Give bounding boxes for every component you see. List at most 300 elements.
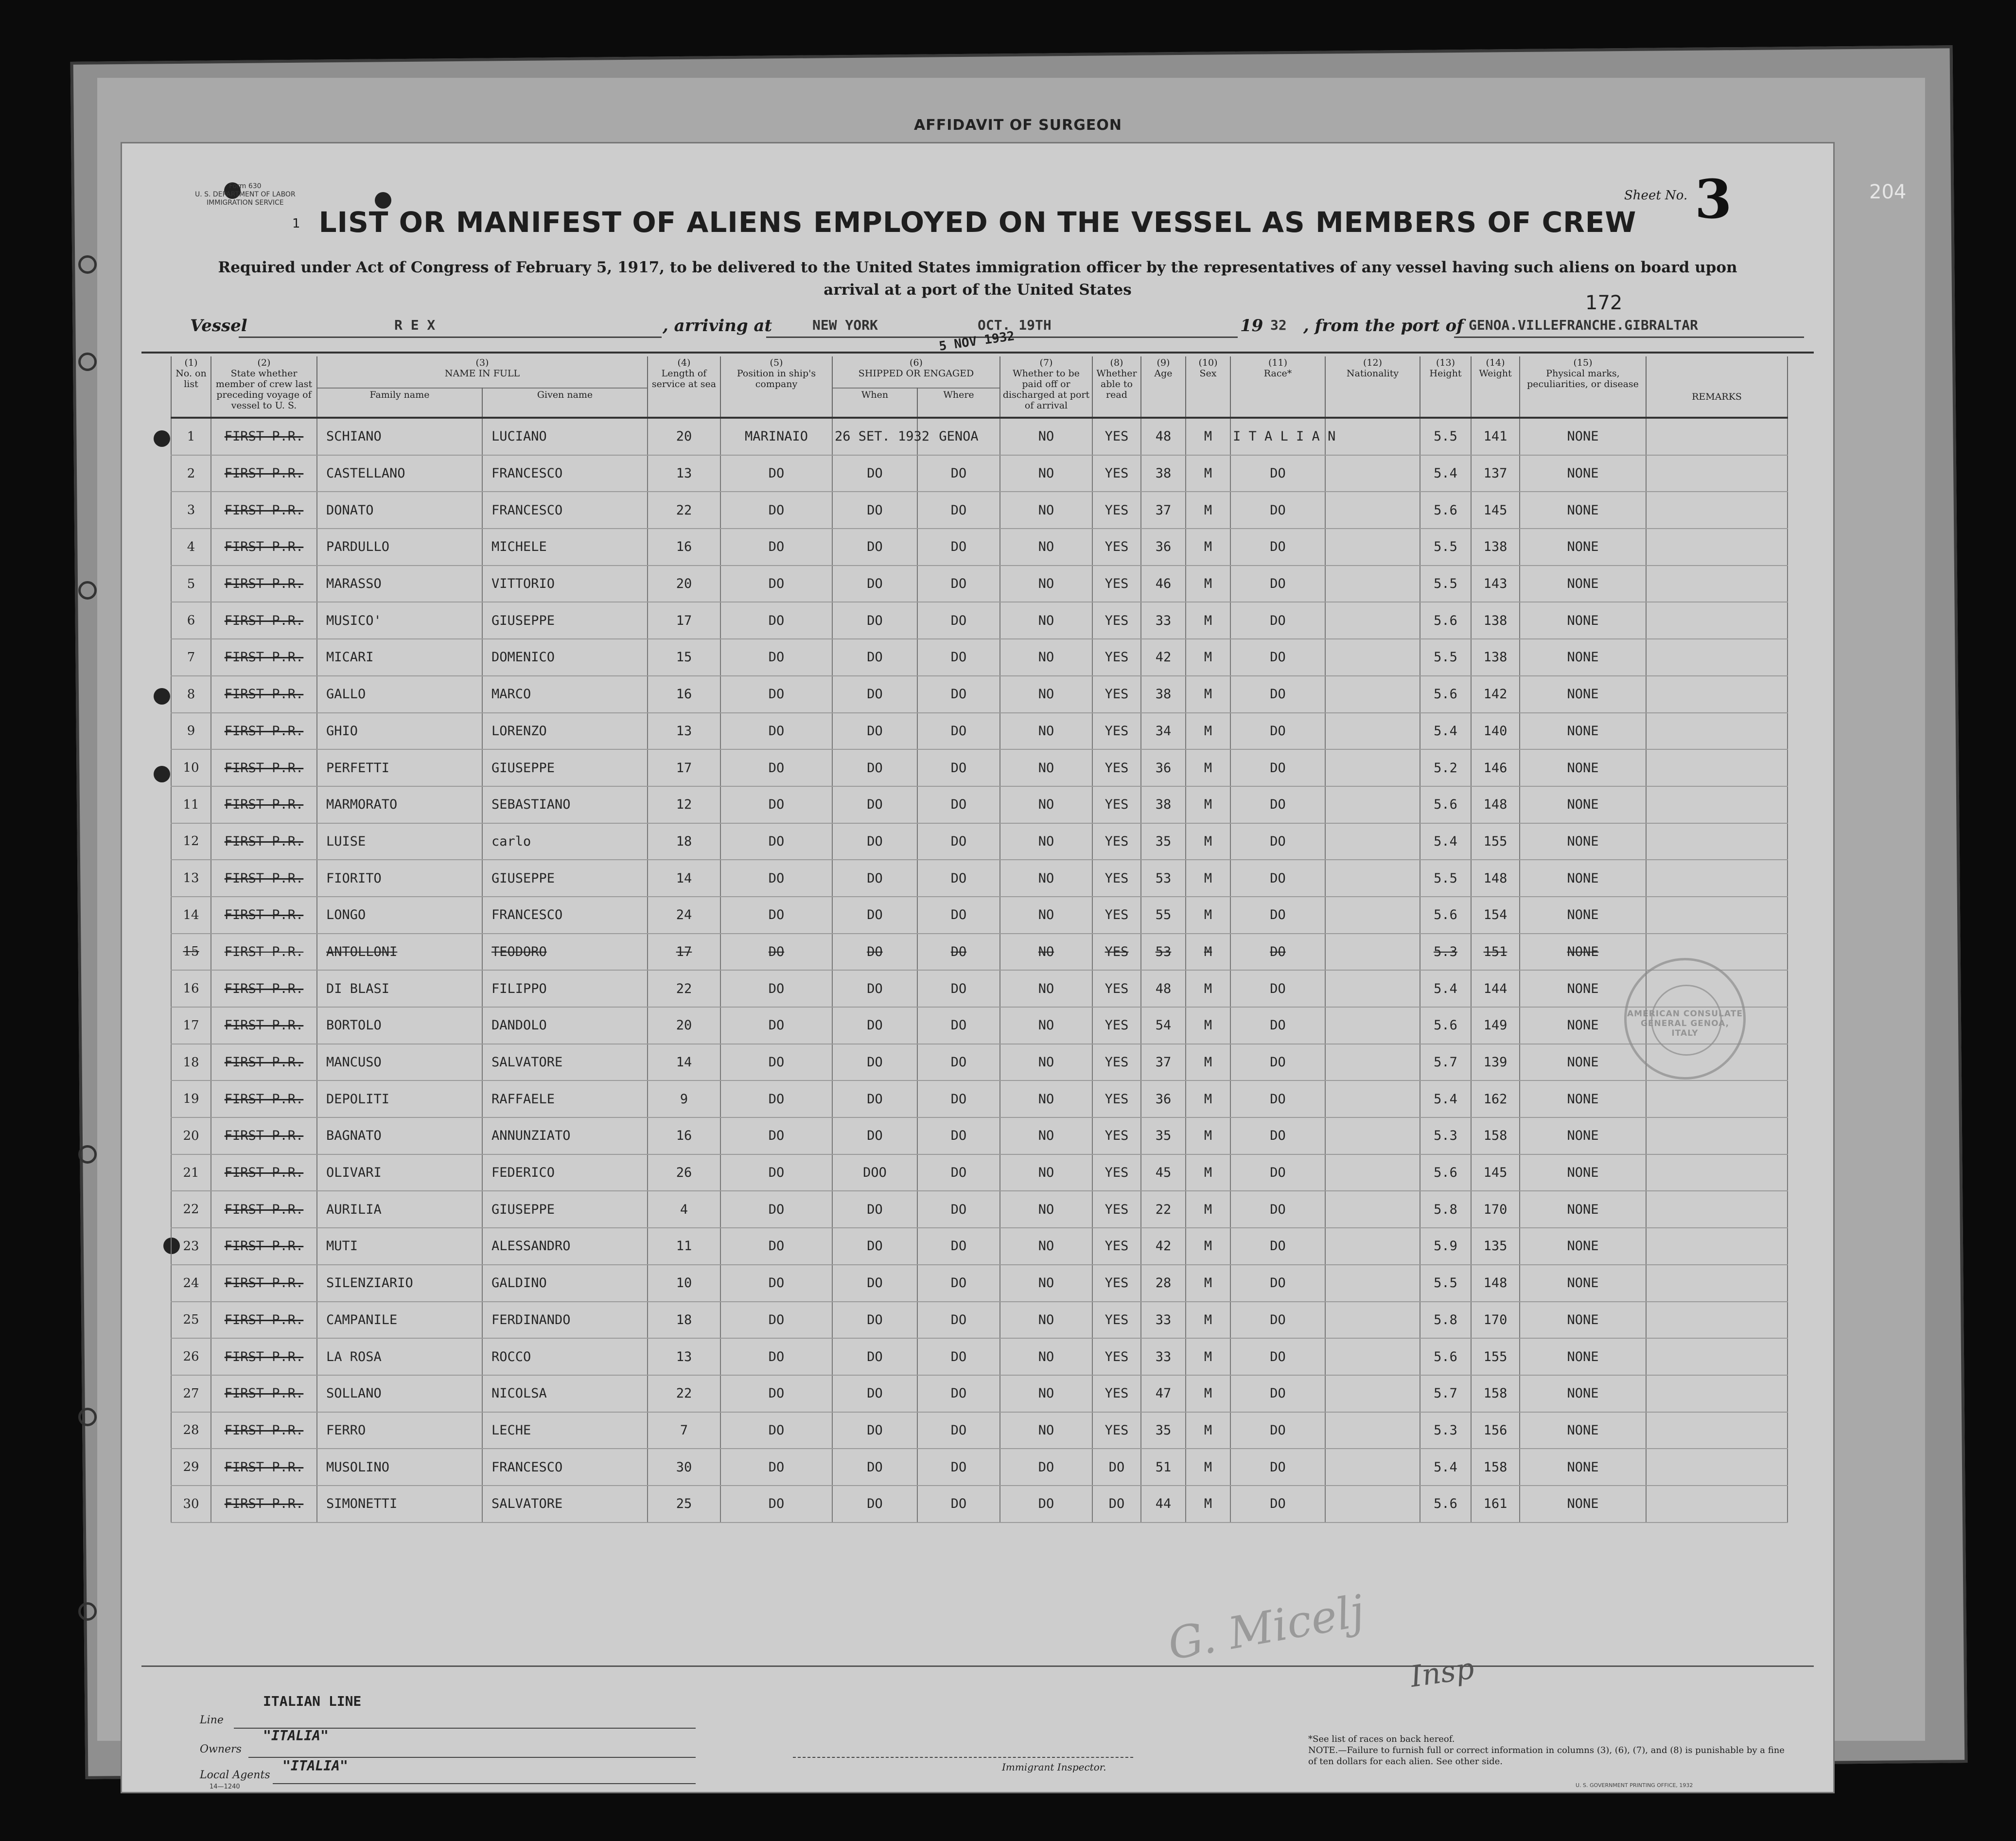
cell-nationality bbox=[1325, 1044, 1420, 1081]
cell-weight: 155 bbox=[1471, 1338, 1520, 1375]
cell-family: SIMONETTI bbox=[317, 1486, 482, 1522]
cell-race: DO bbox=[1230, 566, 1325, 602]
table-row bbox=[171, 639, 1788, 676]
cell-no: 8 bbox=[171, 676, 211, 713]
col-height-header: (13) Height bbox=[1420, 356, 1471, 418]
cell-where: GENOA bbox=[917, 418, 1000, 455]
cell-when: DO bbox=[832, 676, 917, 713]
cell-race: DO bbox=[1230, 1044, 1325, 1081]
agents-underline bbox=[273, 1783, 696, 1784]
cell-given: GIUSEPPE bbox=[482, 1191, 648, 1228]
cell-given: ROCCO bbox=[482, 1338, 648, 1375]
cell-race: DO bbox=[1230, 676, 1325, 713]
cell-weight: 143 bbox=[1471, 566, 1520, 602]
table-row bbox=[171, 1228, 1788, 1265]
cell-family: MARASSO bbox=[317, 566, 482, 602]
cell-when: DO bbox=[832, 1117, 917, 1154]
cell-age: 38 bbox=[1141, 676, 1186, 713]
cell-race: DO bbox=[1230, 639, 1325, 676]
cell-position: DO bbox=[720, 1486, 832, 1522]
cell-position: DO bbox=[720, 1117, 832, 1154]
cell-given: LUCIANO bbox=[482, 418, 648, 455]
inspector-signature: G. Micelj bbox=[1164, 1585, 1368, 1670]
cell-prev: FIRST P.R. bbox=[211, 1486, 317, 1522]
cell-no: 15 bbox=[171, 934, 211, 971]
cell-remarks bbox=[1646, 602, 1788, 639]
cell-race: DO bbox=[1230, 1449, 1325, 1486]
cell-paid: NO bbox=[1000, 970, 1092, 1007]
binder-ring bbox=[78, 581, 97, 600]
table-row bbox=[171, 602, 1788, 639]
vessel-value: R E X bbox=[394, 317, 436, 333]
cell-when: DO bbox=[832, 455, 917, 492]
cell-age: 28 bbox=[1141, 1265, 1186, 1302]
cell-where: DO bbox=[917, 749, 1000, 786]
header-rule bbox=[141, 352, 1814, 354]
cell-paid: NO bbox=[1000, 1117, 1092, 1154]
cell-family: FERRO bbox=[317, 1412, 482, 1449]
cell-position: DO bbox=[720, 1154, 832, 1191]
cell-remarks bbox=[1646, 1412, 1788, 1449]
cell-race: DO bbox=[1230, 1338, 1325, 1375]
cell-when: DO bbox=[832, 1080, 917, 1117]
table-row bbox=[171, 786, 1788, 823]
sheet-number: 3 bbox=[1695, 168, 1732, 230]
cell-paid: NO bbox=[1000, 1265, 1092, 1302]
cell-read: YES bbox=[1092, 639, 1141, 676]
cell-position: DO bbox=[720, 1080, 832, 1117]
cell-remarks bbox=[1646, 1080, 1788, 1117]
cell-prev: FIRST P.R. bbox=[211, 418, 317, 455]
cell-race: DO bbox=[1230, 934, 1325, 971]
table-row bbox=[171, 1044, 1788, 1081]
from-label: , from the port of bbox=[1303, 316, 1464, 336]
cell-sex: M bbox=[1186, 1154, 1230, 1191]
cell-height: 5.5 bbox=[1420, 639, 1471, 676]
cell-marks: NONE bbox=[1520, 492, 1646, 529]
cell-paid: NO bbox=[1000, 566, 1092, 602]
cell-prev: FIRST P.R. bbox=[211, 1044, 317, 1081]
cell-age: 37 bbox=[1141, 492, 1186, 529]
cell-age: 38 bbox=[1141, 455, 1186, 492]
cell-nationality bbox=[1325, 1486, 1420, 1522]
cell-nationality bbox=[1325, 713, 1420, 750]
cell-read: YES bbox=[1092, 1375, 1141, 1412]
cell-nationality bbox=[1325, 786, 1420, 823]
cell-marks: NONE bbox=[1520, 1375, 1646, 1412]
cell-paid: DO bbox=[1000, 1449, 1092, 1486]
cell-when: DO bbox=[832, 1044, 917, 1081]
col-state-header: (2) State whether member of crew last preceding voyage of vessel to U. S. bbox=[211, 356, 317, 418]
cell-marks: NONE bbox=[1520, 749, 1646, 786]
cell-no: 25 bbox=[171, 1302, 211, 1339]
cell-service: 17 bbox=[648, 749, 720, 786]
cell-paid: NO bbox=[1000, 1080, 1092, 1117]
cell-prev: FIRST P.R. bbox=[211, 1302, 317, 1339]
year-value: 32 bbox=[1270, 317, 1287, 333]
cell-read: YES bbox=[1092, 823, 1141, 860]
cell-prev: FIRST P.R. bbox=[211, 566, 317, 602]
col-name-header: (3) NAME IN FULL bbox=[317, 356, 648, 388]
cell-read: YES bbox=[1092, 713, 1141, 750]
cell-remarks bbox=[1646, 749, 1788, 786]
cell-prev: FIRST P.R. bbox=[211, 1117, 317, 1154]
cell-marks: NONE bbox=[1520, 823, 1646, 860]
cell-when: DO bbox=[832, 602, 917, 639]
cell-prev: FIRST P.R. bbox=[211, 823, 317, 860]
col-shipped-header: (6) SHIPPED OR ENGAGED bbox=[832, 356, 1000, 388]
cell-marks: NONE bbox=[1520, 1338, 1646, 1375]
printer-imprint: U. S. GOVERNMENT PRINTING OFFICE, 1932 bbox=[1576, 1782, 1693, 1788]
cell-position: DO bbox=[720, 1228, 832, 1265]
cell-height: 5.5 bbox=[1420, 418, 1471, 455]
cell-height: 5.4 bbox=[1420, 823, 1471, 860]
cell-position: DO bbox=[720, 676, 832, 713]
cell-prev: FIRST P.R. bbox=[211, 1154, 317, 1191]
cell-weight: 151 bbox=[1471, 934, 1520, 971]
cell-nationality bbox=[1325, 455, 1420, 492]
cell-no: 18 bbox=[171, 1044, 211, 1081]
cell-service: 13 bbox=[648, 1338, 720, 1375]
cell-service: 4 bbox=[648, 1191, 720, 1228]
cell-service: 17 bbox=[648, 934, 720, 971]
affidavit-title: AFFIDAVIT OF SURGEON bbox=[914, 117, 1122, 134]
cell-marks: NONE bbox=[1520, 860, 1646, 897]
table-row bbox=[171, 897, 1788, 934]
cell-service: 22 bbox=[648, 1375, 720, 1412]
cell-prev: FIRST P.R. bbox=[211, 492, 317, 529]
cell-service: 14 bbox=[648, 860, 720, 897]
cell-sex: M bbox=[1186, 455, 1230, 492]
col-sex-header: (10) Sex bbox=[1186, 356, 1230, 418]
cell-service: 14 bbox=[648, 1044, 720, 1081]
cell-remarks bbox=[1646, 639, 1788, 676]
cell-age: 35 bbox=[1141, 1117, 1186, 1154]
cell-weight: 156 bbox=[1471, 1412, 1520, 1449]
cell-where: DO bbox=[917, 1449, 1000, 1486]
cell-weight: 155 bbox=[1471, 823, 1520, 860]
cell-sex: M bbox=[1186, 970, 1230, 1007]
cell-marks: NONE bbox=[1520, 1154, 1646, 1191]
cell-remarks bbox=[1646, 1117, 1788, 1154]
cell-service: 30 bbox=[648, 1449, 720, 1486]
cell-nationality bbox=[1325, 1117, 1420, 1154]
cell-race: DO bbox=[1230, 823, 1325, 860]
cell-when: DO bbox=[832, 1228, 917, 1265]
cell-service: 20 bbox=[648, 1007, 720, 1044]
cell-height: 5.4 bbox=[1420, 713, 1471, 750]
cell-service: 20 bbox=[648, 418, 720, 455]
table-row bbox=[171, 1007, 1788, 1044]
cell-weight: 144 bbox=[1471, 970, 1520, 1007]
cell-family: LA ROSA bbox=[317, 1338, 482, 1375]
table-row bbox=[171, 566, 1788, 602]
cell-where: DO bbox=[917, 970, 1000, 1007]
cell-family: OLIVARI bbox=[317, 1154, 482, 1191]
cell-race: DO bbox=[1230, 1228, 1325, 1265]
cell-prev: FIRST P.R. bbox=[211, 897, 317, 934]
cell-race: DO bbox=[1230, 1154, 1325, 1191]
cell-prev: FIRST P.R. bbox=[211, 1412, 317, 1449]
cell-given: VITTORIO bbox=[482, 566, 648, 602]
cell-family: DI BLASI bbox=[317, 970, 482, 1007]
cell-age: 35 bbox=[1141, 1412, 1186, 1449]
page-number: 172 bbox=[1585, 292, 1623, 314]
cell-nationality bbox=[1325, 1154, 1420, 1191]
cell-given: GIUSEPPE bbox=[482, 602, 648, 639]
cell-position: DO bbox=[720, 1044, 832, 1081]
cell-service: 11 bbox=[648, 1228, 720, 1265]
cell-service: 18 bbox=[648, 1302, 720, 1339]
cell-read: YES bbox=[1092, 1228, 1141, 1265]
cell-height: 5.6 bbox=[1420, 1154, 1471, 1191]
cell-race: DO bbox=[1230, 749, 1325, 786]
cell-remarks bbox=[1646, 455, 1788, 492]
table-row bbox=[171, 1154, 1788, 1191]
table-row bbox=[171, 1338, 1788, 1375]
cell-when: DO bbox=[832, 1412, 917, 1449]
cell-when: DO bbox=[832, 1302, 917, 1339]
cell-when: DO bbox=[832, 897, 917, 934]
col-position-header: (5) Position in ship's company bbox=[720, 356, 832, 418]
cell-remarks bbox=[1646, 529, 1788, 566]
cell-paid: NO bbox=[1000, 492, 1092, 529]
footnotes bbox=[1308, 1734, 1794, 1767]
table-row bbox=[171, 749, 1788, 786]
cell-sex: M bbox=[1186, 1375, 1230, 1412]
cell-height: 5.6 bbox=[1420, 492, 1471, 529]
cell-read: YES bbox=[1092, 1080, 1141, 1117]
cell-height: 5.3 bbox=[1420, 1117, 1471, 1154]
cell-sex: M bbox=[1186, 566, 1230, 602]
cell-height: 5.4 bbox=[1420, 455, 1471, 492]
cell-family: FIORITO bbox=[317, 860, 482, 897]
cell-paid: NO bbox=[1000, 749, 1092, 786]
cell-when: DO bbox=[832, 566, 917, 602]
cell-family: MUSOLINO bbox=[317, 1449, 482, 1486]
cell-where: DO bbox=[917, 1302, 1000, 1339]
binder-ring bbox=[78, 255, 97, 274]
cell-where: DO bbox=[917, 1080, 1000, 1117]
col-family-header: Family name bbox=[317, 388, 482, 418]
cell-no: 23 bbox=[171, 1228, 211, 1265]
cell-read: YES bbox=[1092, 1412, 1141, 1449]
cell-age: 35 bbox=[1141, 823, 1186, 860]
table-row bbox=[171, 492, 1788, 529]
cell-paid: NO bbox=[1000, 713, 1092, 750]
cell-when: DO bbox=[832, 1449, 917, 1486]
cell-prev: FIRST P.R. bbox=[211, 1265, 317, 1302]
cell-marks: NONE bbox=[1520, 786, 1646, 823]
cell-given: LECHE bbox=[482, 1412, 648, 1449]
cell-weight: 145 bbox=[1471, 492, 1520, 529]
cell-race: DO bbox=[1230, 897, 1325, 934]
table-row bbox=[171, 713, 1788, 750]
cell-no: 26 bbox=[171, 1338, 211, 1375]
cell-marks: NONE bbox=[1520, 1412, 1646, 1449]
cell-sex: M bbox=[1186, 1044, 1230, 1081]
cell-nationality bbox=[1325, 418, 1420, 455]
cell-nationality bbox=[1325, 1375, 1420, 1412]
cell-family: PARDULLO bbox=[317, 529, 482, 566]
table-row bbox=[171, 1191, 1788, 1228]
cell-when: DO bbox=[832, 529, 917, 566]
table-row bbox=[171, 934, 1788, 971]
cell-service: 15 bbox=[648, 639, 720, 676]
cell-race: DO bbox=[1230, 1486, 1325, 1522]
cell-family: BORTOLO bbox=[317, 1007, 482, 1044]
cell-sex: M bbox=[1186, 418, 1230, 455]
cell-given: SALVATORE bbox=[482, 1044, 648, 1081]
cell-no: 11 bbox=[171, 786, 211, 823]
cell-read: DO bbox=[1092, 1449, 1141, 1486]
cell-family: SILENZIARIO bbox=[317, 1265, 482, 1302]
cell-no: 28 bbox=[171, 1412, 211, 1449]
cell-given: MICHELE bbox=[482, 529, 648, 566]
cell-service: 22 bbox=[648, 970, 720, 1007]
cell-age: 22 bbox=[1141, 1191, 1186, 1228]
cell-given: NICOLSA bbox=[482, 1375, 648, 1412]
col-age-header: (9) Age bbox=[1141, 356, 1186, 418]
cell-position: DO bbox=[720, 529, 832, 566]
cell-remarks bbox=[1646, 786, 1788, 823]
cell-read: YES bbox=[1092, 492, 1141, 529]
cell-nationality bbox=[1325, 1412, 1420, 1449]
table-row bbox=[171, 676, 1788, 713]
cell-position: DO bbox=[720, 1007, 832, 1044]
cell-read: YES bbox=[1092, 1154, 1141, 1191]
cell-race: DO bbox=[1230, 1265, 1325, 1302]
cell-age: 53 bbox=[1141, 934, 1186, 971]
cell-position: DO bbox=[720, 786, 832, 823]
cell-nationality bbox=[1325, 1449, 1420, 1486]
cell-marks: NONE bbox=[1520, 529, 1646, 566]
cell-race: DO bbox=[1230, 1007, 1325, 1044]
cell-remarks bbox=[1646, 492, 1788, 529]
table-row bbox=[171, 970, 1788, 1007]
cell-nationality bbox=[1325, 823, 1420, 860]
binder-ring bbox=[78, 1408, 97, 1426]
col-race-header: (11) Race* bbox=[1230, 356, 1325, 418]
cell-family: CAMPANILE bbox=[317, 1302, 482, 1339]
form-id bbox=[195, 182, 296, 207]
cell-prev: FIRST P.R. bbox=[211, 749, 317, 786]
cell-age: 48 bbox=[1141, 418, 1186, 455]
cell-when: DO bbox=[832, 970, 917, 1007]
cell-height: 5.6 bbox=[1420, 602, 1471, 639]
cell-where: DO bbox=[917, 1117, 1000, 1154]
cell-no: 21 bbox=[171, 1154, 211, 1191]
cell-where: DO bbox=[917, 1191, 1000, 1228]
cell-height: 5.7 bbox=[1420, 1375, 1471, 1412]
cell-remarks bbox=[1646, 1191, 1788, 1228]
cell-read: YES bbox=[1092, 897, 1141, 934]
inspector-label: Immigrant Inspector. bbox=[1002, 1761, 1106, 1773]
cell-weight: 149 bbox=[1471, 1007, 1520, 1044]
cell-where: DO bbox=[917, 1228, 1000, 1265]
cell-where: DO bbox=[917, 1412, 1000, 1449]
cell-given: GALDINO bbox=[482, 1265, 648, 1302]
cell-read: YES bbox=[1092, 749, 1141, 786]
manifest-page bbox=[121, 142, 1835, 1793]
cell-height: 5.6 bbox=[1420, 676, 1471, 713]
cell-prev: FIRST P.R. bbox=[211, 639, 317, 676]
cell-weight: 138 bbox=[1471, 529, 1520, 566]
col-weight-header: (14) Weight bbox=[1471, 356, 1520, 418]
cell-service: 13 bbox=[648, 455, 720, 492]
col-service-header: (4) Length of service at sea bbox=[648, 356, 720, 418]
cell-height: 5.5 bbox=[1420, 566, 1471, 602]
cell-sex: M bbox=[1186, 934, 1230, 971]
consulate-seal bbox=[1624, 958, 1746, 1080]
cell-where: DO bbox=[917, 1154, 1000, 1191]
cell-age: 36 bbox=[1141, 749, 1186, 786]
cell-marks: NONE bbox=[1520, 566, 1646, 602]
cell-marks: NONE bbox=[1520, 713, 1646, 750]
cell-no: 13 bbox=[171, 860, 211, 897]
cell-sex: M bbox=[1186, 1449, 1230, 1486]
cell-remarks bbox=[1646, 1449, 1788, 1486]
cell-when: DO bbox=[832, 749, 917, 786]
cell-height: 5.7 bbox=[1420, 1044, 1471, 1081]
cell-family: SCHIANO bbox=[317, 418, 482, 455]
cell-read: YES bbox=[1092, 418, 1141, 455]
cell-sex: M bbox=[1186, 492, 1230, 529]
line-label: Line bbox=[200, 1714, 224, 1726]
footer-rule bbox=[141, 1665, 1814, 1667]
cell-position: DO bbox=[720, 1338, 832, 1375]
cell-marks: NONE bbox=[1520, 1486, 1646, 1522]
vessel-label: Vessel bbox=[190, 316, 247, 336]
cell-family: ANTOLLONI bbox=[317, 934, 482, 971]
cell-position: DO bbox=[720, 1375, 832, 1412]
cell-remarks bbox=[1646, 566, 1788, 602]
binder-ring bbox=[78, 1602, 97, 1621]
cell-position: DO bbox=[720, 860, 832, 897]
cell-family: DONATO bbox=[317, 492, 482, 529]
cell-paid: NO bbox=[1000, 1228, 1092, 1265]
cell-paid: NO bbox=[1000, 1338, 1092, 1375]
cell-race: DO bbox=[1230, 1191, 1325, 1228]
cell-age: 33 bbox=[1141, 1302, 1186, 1339]
cell-weight: 158 bbox=[1471, 1449, 1520, 1486]
form-code: 14—1240 bbox=[210, 1783, 240, 1790]
cell-family: MICARI bbox=[317, 639, 482, 676]
cell-marks: NONE bbox=[1520, 970, 1646, 1007]
cell-position: DO bbox=[720, 1449, 832, 1486]
cell-service: 25 bbox=[648, 1486, 720, 1522]
cell-race: I T A L I A N bbox=[1230, 418, 1325, 455]
cell-weight: 140 bbox=[1471, 713, 1520, 750]
corner-mark: 1 bbox=[292, 216, 300, 231]
cell-where: DO bbox=[917, 713, 1000, 750]
cell-service: 22 bbox=[648, 492, 720, 529]
cell-read: YES bbox=[1092, 1302, 1141, 1339]
cell-remarks bbox=[1646, 676, 1788, 713]
cell-nationality bbox=[1325, 1007, 1420, 1044]
cell-position: DO bbox=[720, 1191, 832, 1228]
cell-no: 12 bbox=[171, 823, 211, 860]
cell-read: YES bbox=[1092, 602, 1141, 639]
cell-age: 47 bbox=[1141, 1375, 1186, 1412]
cell-service: 16 bbox=[648, 1117, 720, 1154]
cell-height: 5.3 bbox=[1420, 1412, 1471, 1449]
cell-nationality bbox=[1325, 529, 1420, 566]
cell-remarks bbox=[1646, 713, 1788, 750]
cell-race: DO bbox=[1230, 860, 1325, 897]
cell-weight: 138 bbox=[1471, 602, 1520, 639]
cell-read: DO bbox=[1092, 1486, 1141, 1522]
